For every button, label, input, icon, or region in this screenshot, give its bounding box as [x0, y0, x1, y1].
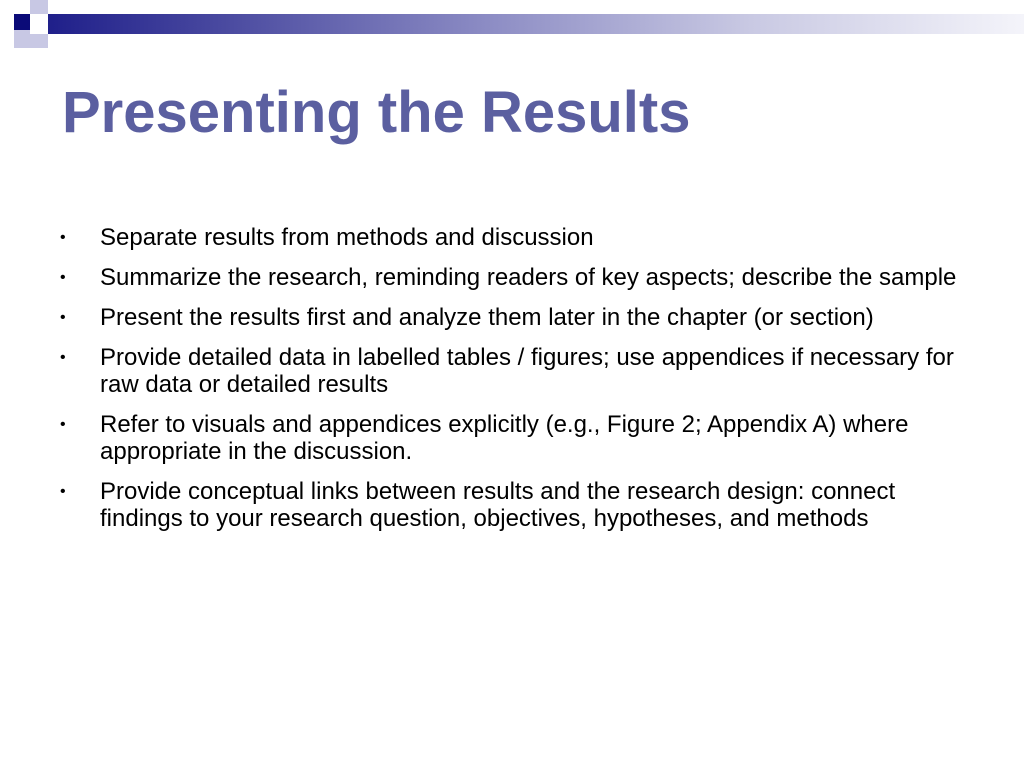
bullet-item: [60, 224, 960, 251]
header-gradient-band: [48, 14, 1024, 34]
decor-square: [30, 14, 48, 34]
decor-square-light: [30, 34, 48, 48]
bullet-item: [60, 304, 960, 331]
bullet-item: [60, 411, 960, 465]
decor-square-light: [30, 0, 48, 14]
bullet-item: [60, 344, 960, 398]
bullet-dot-icon: •: [60, 349, 66, 366]
bullet-dot-icon: •: [60, 269, 66, 286]
bullet-text: Present the results first and analyze them later in the chapter (or section): [100, 304, 874, 331]
slide-title: Presenting the Results: [62, 80, 691, 145]
bullet-text: Provide detailed data in labelled tables / figures; use appendices if necessary for raw data or detailed results: [100, 344, 954, 398]
bullet-text: Summarize the research, reminding readers of key aspects; describe the sample: [100, 264, 957, 291]
decor-square: [48, 34, 62, 48]
bullet-item: [60, 478, 960, 532]
bullet-dot-icon: •: [60, 483, 66, 500]
decor-square: [0, 0, 14, 14]
decor-square-light: [14, 30, 30, 48]
decor-square-dark: [14, 14, 30, 30]
bullet-item: [60, 264, 960, 291]
bullet-text: Refer to visuals and appendices explicitly (e.g., Figure 2; Appendix A) where appropriate in the discussion.: [100, 411, 909, 465]
decor-square: [0, 14, 14, 30]
bullet-list: [60, 224, 960, 545]
decor-square: [48, 0, 62, 14]
bullet-text: Provide conceptual links between results and the research design: connect findings to your research question, objectives, hypotheses, and methods: [100, 478, 896, 532]
bullet-text: Separate results from methods and discussion: [100, 224, 594, 251]
bullet-dot-icon: •: [60, 309, 66, 326]
bullet-dot-icon: •: [60, 229, 66, 246]
bullet-dot-icon: •: [60, 416, 66, 433]
